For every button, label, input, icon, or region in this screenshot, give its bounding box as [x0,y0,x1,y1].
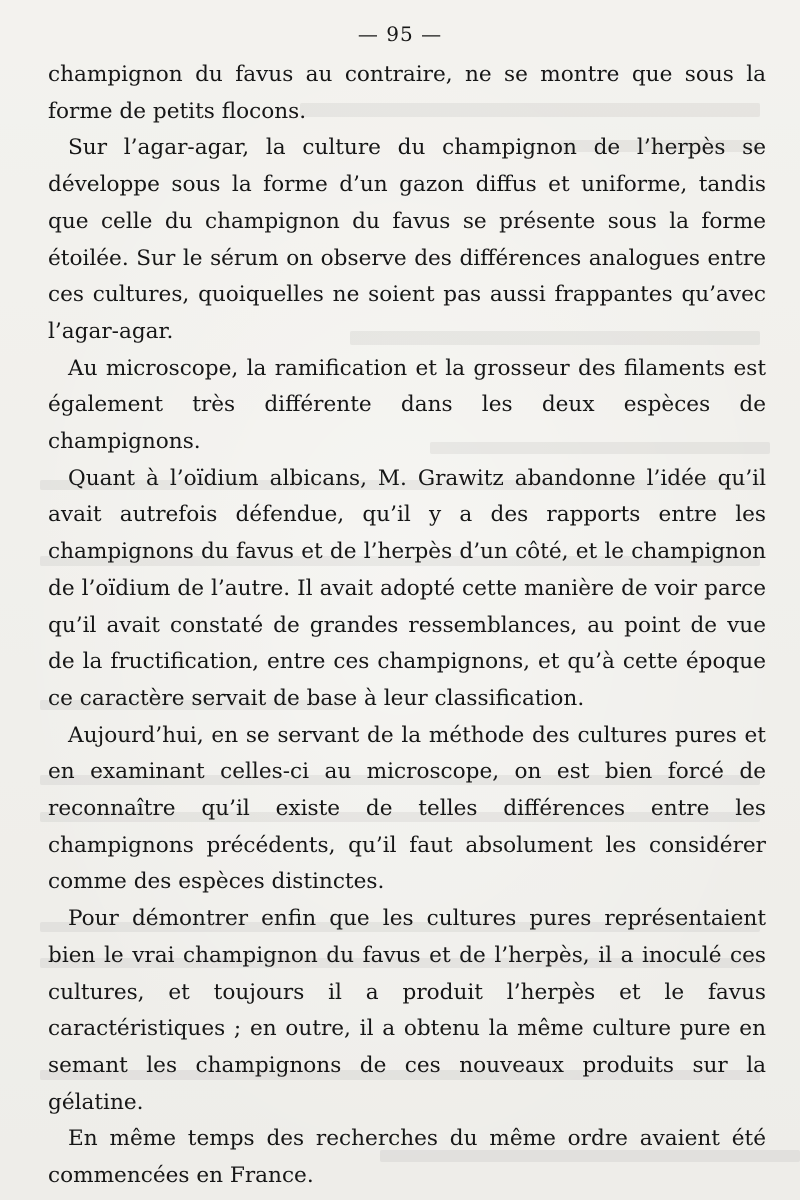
paragraph: Au microscope, la ramification et la grosseur des filaments est également très différente dans les deux espèces de champignons. [48,355,766,455]
paragraph: Sur l’agar-agar, la culture du champignon de l’herpès se développe sous la forme d’un gazon diffus et uniforme, tandis que celle du champignon du favus se présente sous la forme étoilée. Sur le sérum on observe des différences analogues entre ces cultures, quoiquelles ne soient pas aussi frappantes qu’avec l’agar-agar. [48,135,766,344]
paragraph: Pour démontrer enfin que les cultures pures représentaient bien le vrai champignon du favus et de l’herpès, il a inoculé ces cultures, et toujours il a produit l’herpès et le favus caractéristiques ; en outre, il a obtenu la même culture pure en semant les champignons de ces nouveaux produits sur la gélatine. [48,906,766,1115]
paragraph: En même temps des recherches du même ordre avaient été commencées en France. [48,1126,766,1189]
body-text [48,57,766,1195]
page-number: — 95 — [357,22,443,46]
paragraph: Quant à l’oïdium albicans, M. Grawitz abandonne l’idée qu’il avait autrefois défendue, qu’il y a des rapports entre les champignons du favus et de l’herpès d’un côté, et le champignon de l’oïdium de l’autre. Il avait adopté cette manière de voir parce qu’il avait constaté de grandes ressemblances, au point de vue de la fructification, entre ces champignons, et qu’à cette époque ce caractère servait de base à leur classification. [48,465,766,711]
paragraph: Aujourd’hui, en se servant de la méthode des cultures pures et en examinant celles-ci au microscope, on est bien forcé de reconnaître qu’il existe de telles différences entre les champignons précédents, qu’il faut absolument les considérer comme des espèces distinctes. [48,722,766,895]
paragraph: champignon du favus au contraire, ne se montre que sous la forme de petits flocons. [48,62,766,124]
